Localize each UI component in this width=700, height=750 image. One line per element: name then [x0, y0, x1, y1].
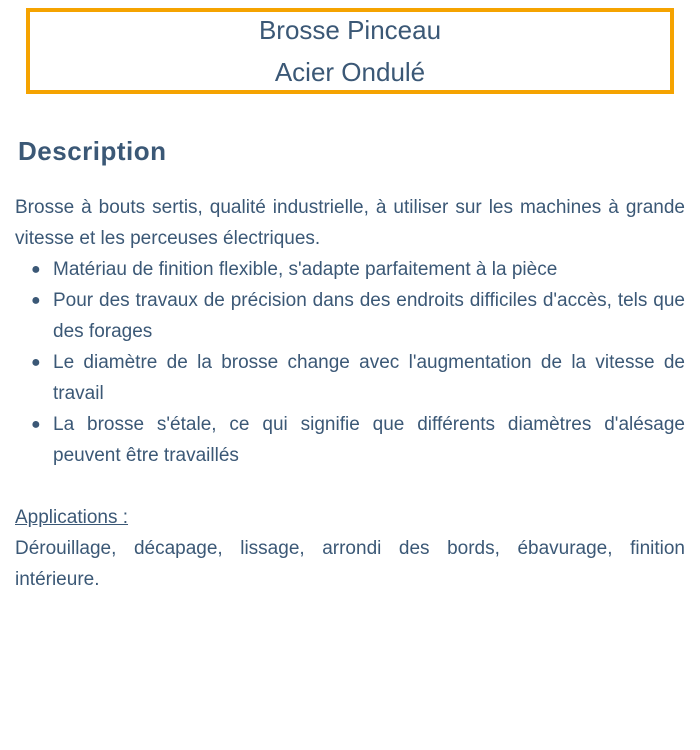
feature-text: Pour des travaux de précision dans des endroits difficiles d'accès, tels que des forages — [53, 290, 685, 342]
feature-item — [31, 285, 685, 347]
product-title-line1: Brosse Pinceau — [258, 15, 442, 45]
bullet-icon: ● — [31, 354, 41, 371]
feature-list — [15, 254, 685, 471]
bullet-icon: ● — [31, 416, 41, 433]
applications-heading: Applications : — [15, 507, 129, 528]
feature-text: La brosse s'étale, ce qui signifie que différents diamètres d'alésage peuvent être travaillés — [53, 414, 685, 466]
bullet-icon: ● — [31, 261, 41, 278]
spacer — [15, 471, 685, 502]
product-title-line2: Acier Ondulé — [274, 57, 426, 87]
feature-text: Le diamètre de la brosse change avec l'augmentation de la vitesse de travail — [53, 352, 685, 404]
description-intro: Brosse à bouts sertis, qualité industrielle, à utiliser sur les machines à grande vitesse et les perceuses électriques. — [15, 197, 685, 249]
feature-item — [31, 347, 685, 409]
product-title-box — [26, 8, 674, 94]
bullet-icon: ● — [31, 292, 41, 309]
feature-text: Matériau de finition flexible, s'adapte parfaitement à la pièce — [53, 259, 558, 280]
feature-item — [31, 254, 685, 285]
description-content — [15, 192, 685, 595]
feature-item — [31, 409, 685, 471]
description-heading: Description — [18, 136, 167, 166]
applications-text: Dérouillage, décapage, lissage, arrondi des bords, ébavurage, finition intérieure. — [15, 538, 685, 590]
